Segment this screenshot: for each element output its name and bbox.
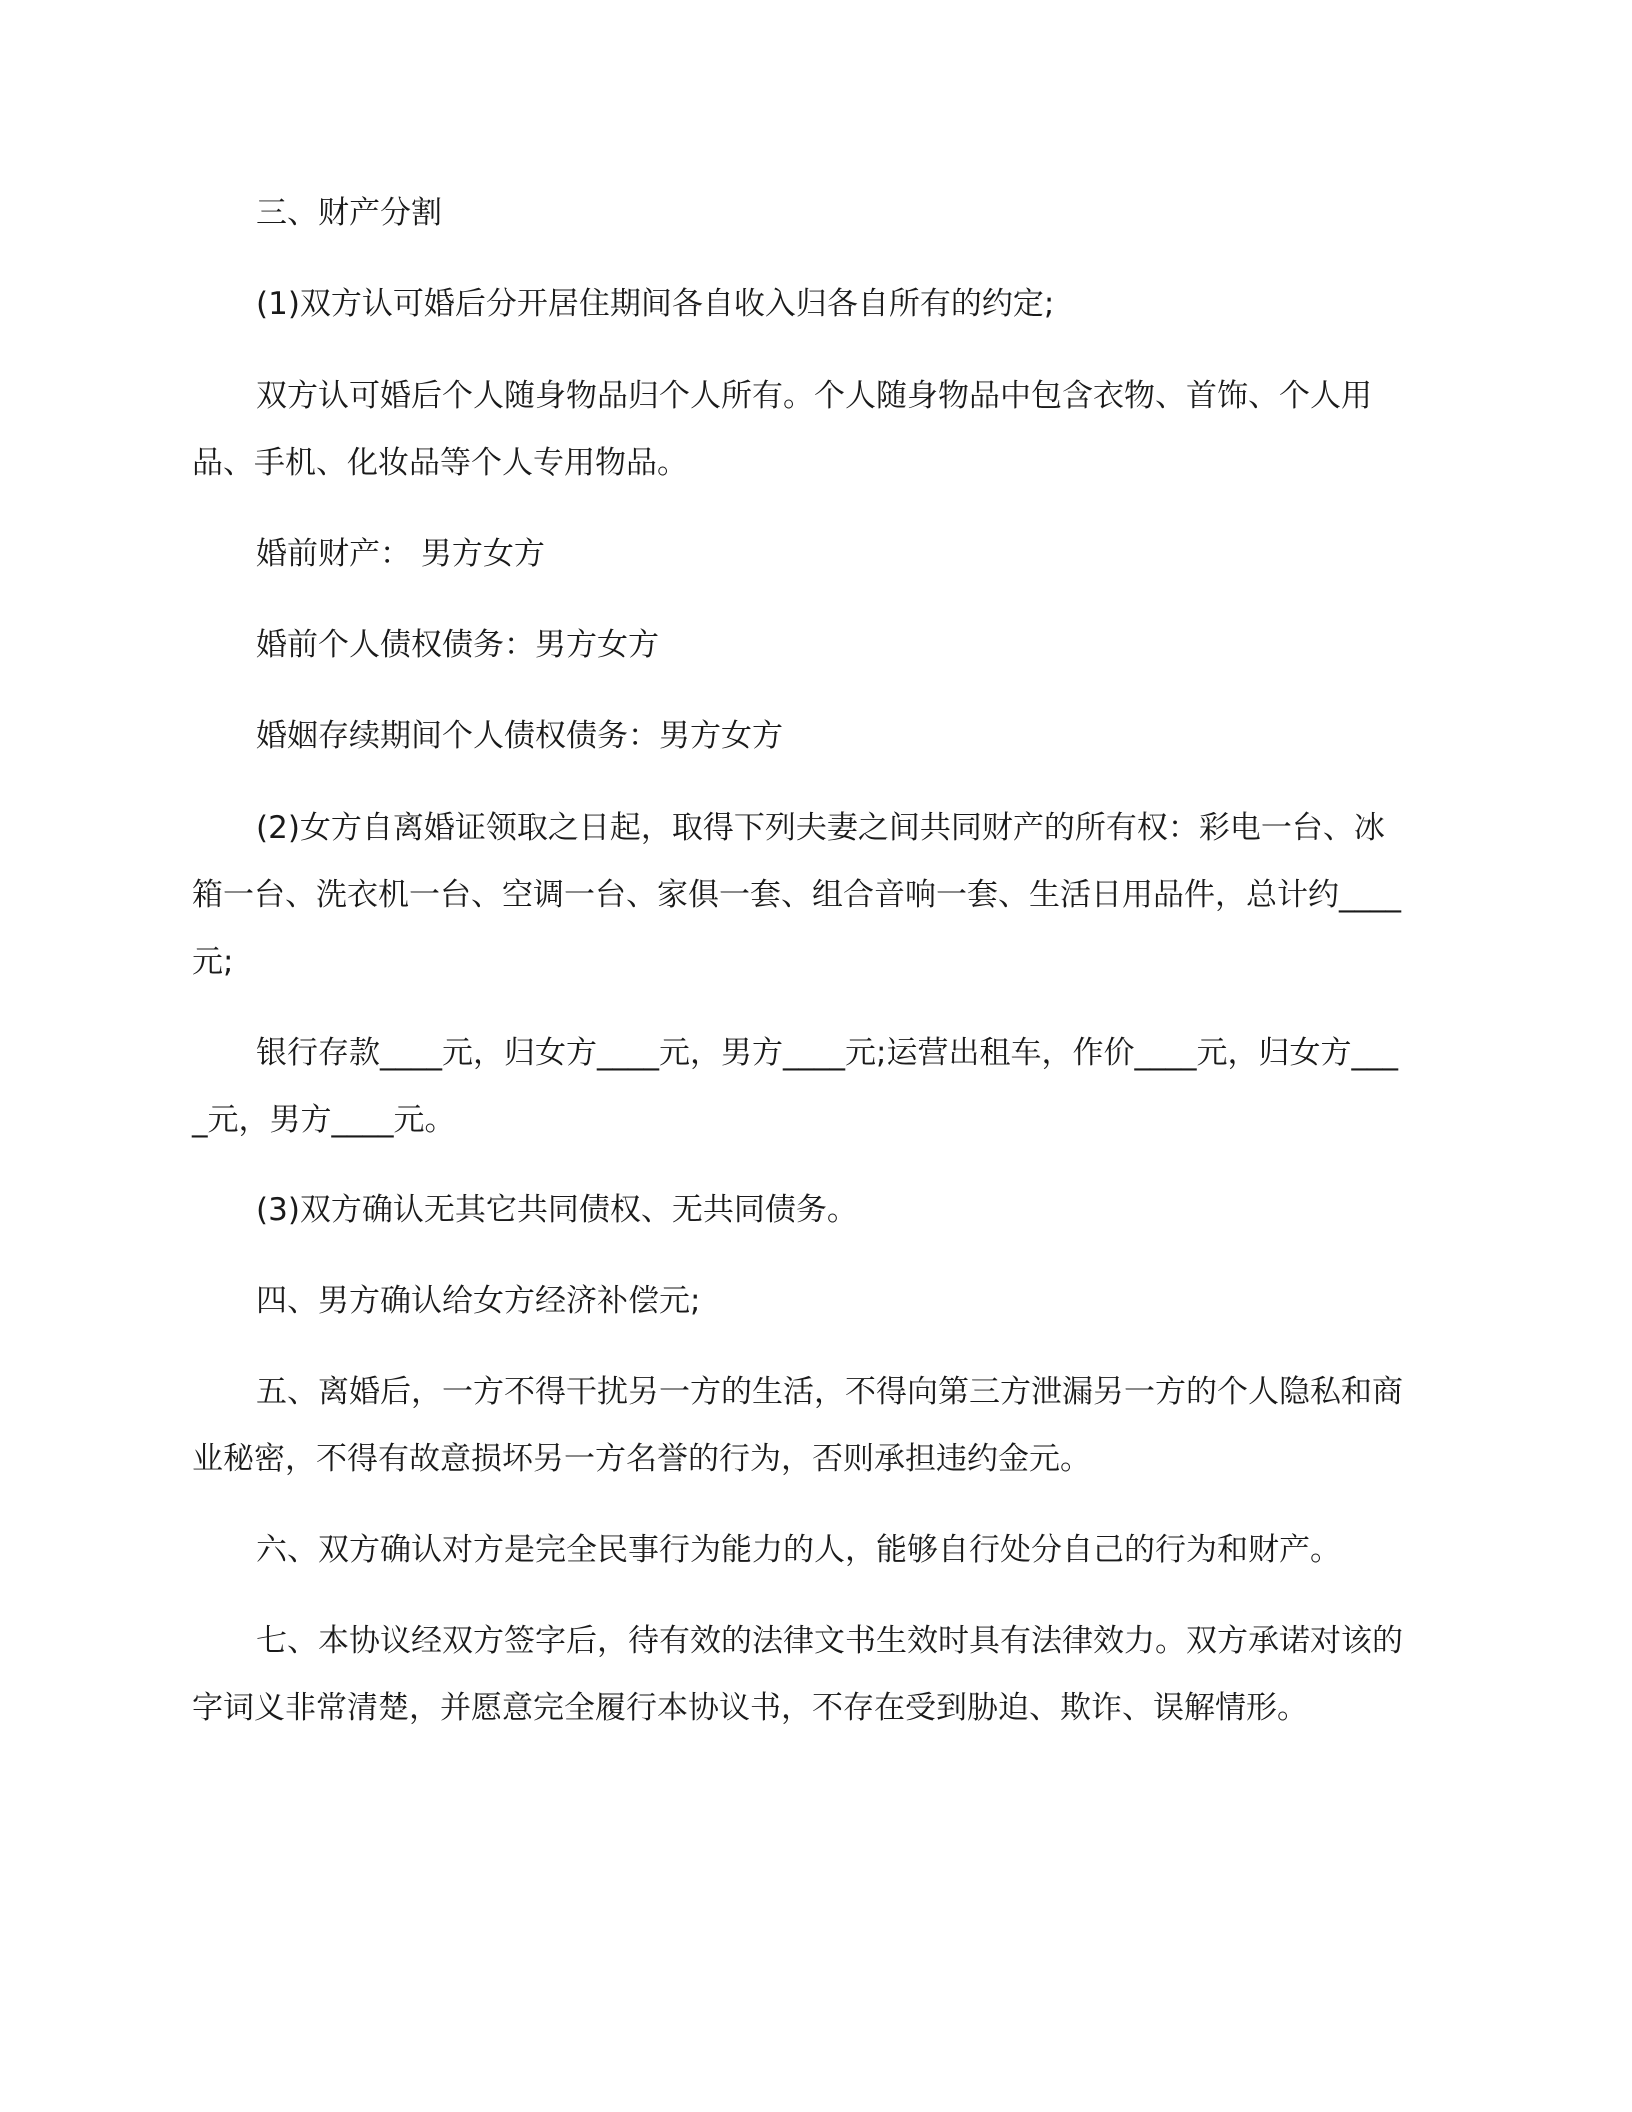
paragraph-joint-property: (2)女方自离婚证领取之日起，取得下列夫妻之间共同财产的所有权：彩电一台、冰箱一台、洗衣机一台、空调一台、家俱一套、组合音响一套、生活日用品件，总计约____元; (192, 810, 1401, 980)
section-heading-property-division: 三、财产分割 (256, 195, 442, 231)
paragraph-income-agreement: (1)双方认可婚后分开居住期间各自收入归各自所有的约定; (256, 286, 1055, 322)
section-post-divorce-conduct: 五、离婚后，一方不得干扰另一方的生活，不得向第三方泄漏另一方的个人隐私和商业秘密，不得有故意损坏另一方名誉的行为，否则承担违约金元。 (192, 1374, 1403, 1477)
paragraph-premarital-property: 婚前财产： 男方女方 (256, 536, 545, 572)
paragraph-bank-deposits: 银行存款____元，归女方____元，男方____元;运营出租车，作价____元，归女方____元，男方____元。 (192, 1035, 1398, 1138)
section-heading-compensation: 四、男方确认给女方经济补偿元; (256, 1283, 701, 1319)
paragraph-no-joint-debts: (3)双方确认无其它共同债权、无共同债务。 (256, 1192, 858, 1228)
paragraph-premarital-debts: 婚前个人债权债务：男方女方 (256, 627, 659, 663)
section-legal-capacity: 六、双方确认对方是完全民事行为能力的人，能够自行处分自己的行为和财产。 (256, 1532, 1341, 1568)
paragraph-marriage-debts: 婚姻存续期间个人债权债务：男方女方 (256, 718, 783, 754)
section-effectiveness: 七、本协议经双方签字后，待有效的法律文书生效时具有法律效力。双方承诺对该的字词义非常清楚，并愿意完全履行本协议书，不存在受到胁迫、欺诈、误解情形。 (192, 1623, 1403, 1726)
paragraph-personal-belongings: 双方认可婚后个人随身物品归个人所有。个人随身物品中包含衣物、首饰、个人用品、手机、化妆品等个人专用物品。 (192, 378, 1372, 481)
